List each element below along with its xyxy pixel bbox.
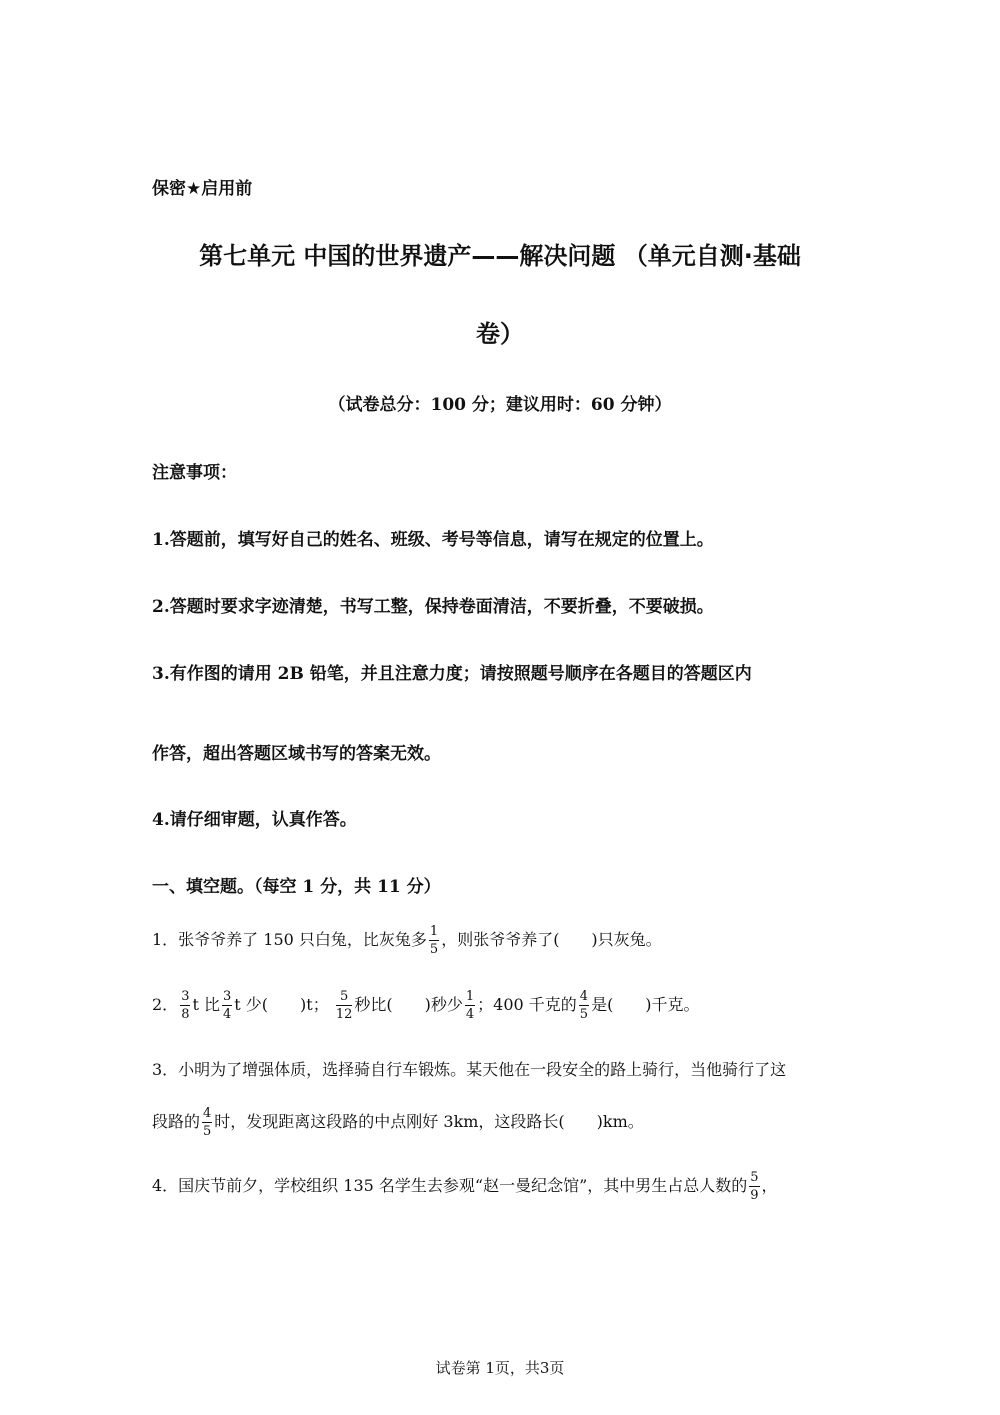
fraction xyxy=(180,990,190,1021)
fraction-numerator: 3 xyxy=(181,989,190,1004)
fraction xyxy=(465,990,475,1021)
fraction xyxy=(202,1107,212,1138)
fraction-numerator: 1 xyxy=(465,989,475,1004)
fraction-denominator: 8 xyxy=(181,1007,190,1022)
fraction-denominator: 4 xyxy=(223,1007,232,1022)
fraction xyxy=(579,990,589,1021)
fraction-denominator: 4 xyxy=(465,1007,475,1022)
note-item-3-line1: 3.有作图的请用 2B 铅笔，并且注意力度；请按照题号顺序在各题目的答题区内 xyxy=(152,664,752,684)
question-1 xyxy=(152,925,662,956)
question-2-text-3: 秒比( )秒少 xyxy=(354,995,463,1014)
exam-title-line2: 卷） xyxy=(476,320,524,348)
notes-heading: 注意事项： xyxy=(152,463,237,483)
question-4-text-pre: 4．国庆节前夕，学校组织 135 名学生去参观“赵一曼纪念馆”，其中男生占总人数的 xyxy=(152,1176,748,1195)
question-4 xyxy=(152,1171,778,1202)
question-1-text-post: ，则张爷爷养了( )只灰兔。 xyxy=(441,930,662,949)
fraction-denominator: 9 xyxy=(750,1188,759,1203)
note-item-3-line2: 作答，超出答题区域书写的答案无效。 xyxy=(152,744,441,764)
fraction-numerator: 5 xyxy=(750,1170,759,1185)
question-3-text-pre: 段路的 xyxy=(152,1112,201,1131)
page-footer: 试卷第 1页，共3页 xyxy=(435,1359,565,1377)
fraction xyxy=(222,990,232,1021)
confidential-label: 保密★启用前 xyxy=(152,179,253,199)
question-2-text-4: ；400 千克的 xyxy=(477,995,577,1014)
question-2-number: 2． xyxy=(152,995,179,1014)
fraction-numerator: 3 xyxy=(223,989,232,1004)
question-3-text-post: 时，发现距离这段路的中点刚好 3km，这段路长( )km。 xyxy=(214,1112,644,1131)
question-1-text-pre: 1．张爷爷养了 150 只白兔，比灰兔多 xyxy=(152,930,427,949)
question-2-text-1: t 比 xyxy=(192,995,220,1014)
question-2-text-2: t 少( )t； xyxy=(234,995,329,1014)
fraction xyxy=(429,925,439,956)
question-3-line1: 3．小明为了增强体质，选择骑自行车锻炼。某天他在一段安全的路上骑行，当他骑行了这 xyxy=(152,1060,787,1079)
question-2 xyxy=(152,990,700,1021)
fraction xyxy=(749,1171,759,1202)
fraction-numerator: 4 xyxy=(203,1106,212,1121)
fraction-denominator: 5 xyxy=(579,1007,589,1022)
question-3-line2 xyxy=(152,1107,644,1138)
note-item-2: 2.答题时要求字迹清楚，书写工整，保持卷面清洁，不要折叠，不要破损。 xyxy=(152,597,714,617)
fraction-numerator: 1 xyxy=(429,924,439,939)
fraction xyxy=(336,990,353,1021)
fraction-numerator: 4 xyxy=(579,989,589,1004)
exam-title-line1: 第七单元 中国的世界遗产——解决问题 （单元自测·基础 xyxy=(199,242,801,270)
section-1-heading: 一、填空题。（每空 1 分，共 11 分） xyxy=(152,877,441,897)
question-2-text-5: 是( )千克。 xyxy=(591,995,700,1014)
fraction-denominator: 5 xyxy=(203,1124,212,1139)
fraction-denominator: 5 xyxy=(429,942,439,957)
fraction-numerator: 5 xyxy=(336,990,353,1006)
exam-subtitle: （试卷总分：100 分；建议用时：60 分钟） xyxy=(328,395,672,415)
note-item-1: 1.答题前，填写好自己的姓名、班级、考号等信息，请写在规定的位置上。 xyxy=(152,530,714,550)
question-4-text-post: ， xyxy=(761,1176,778,1195)
fraction-denominator: 12 xyxy=(335,1007,353,1022)
note-item-4: 4.请仔细审题，认真作答。 xyxy=(152,810,357,830)
